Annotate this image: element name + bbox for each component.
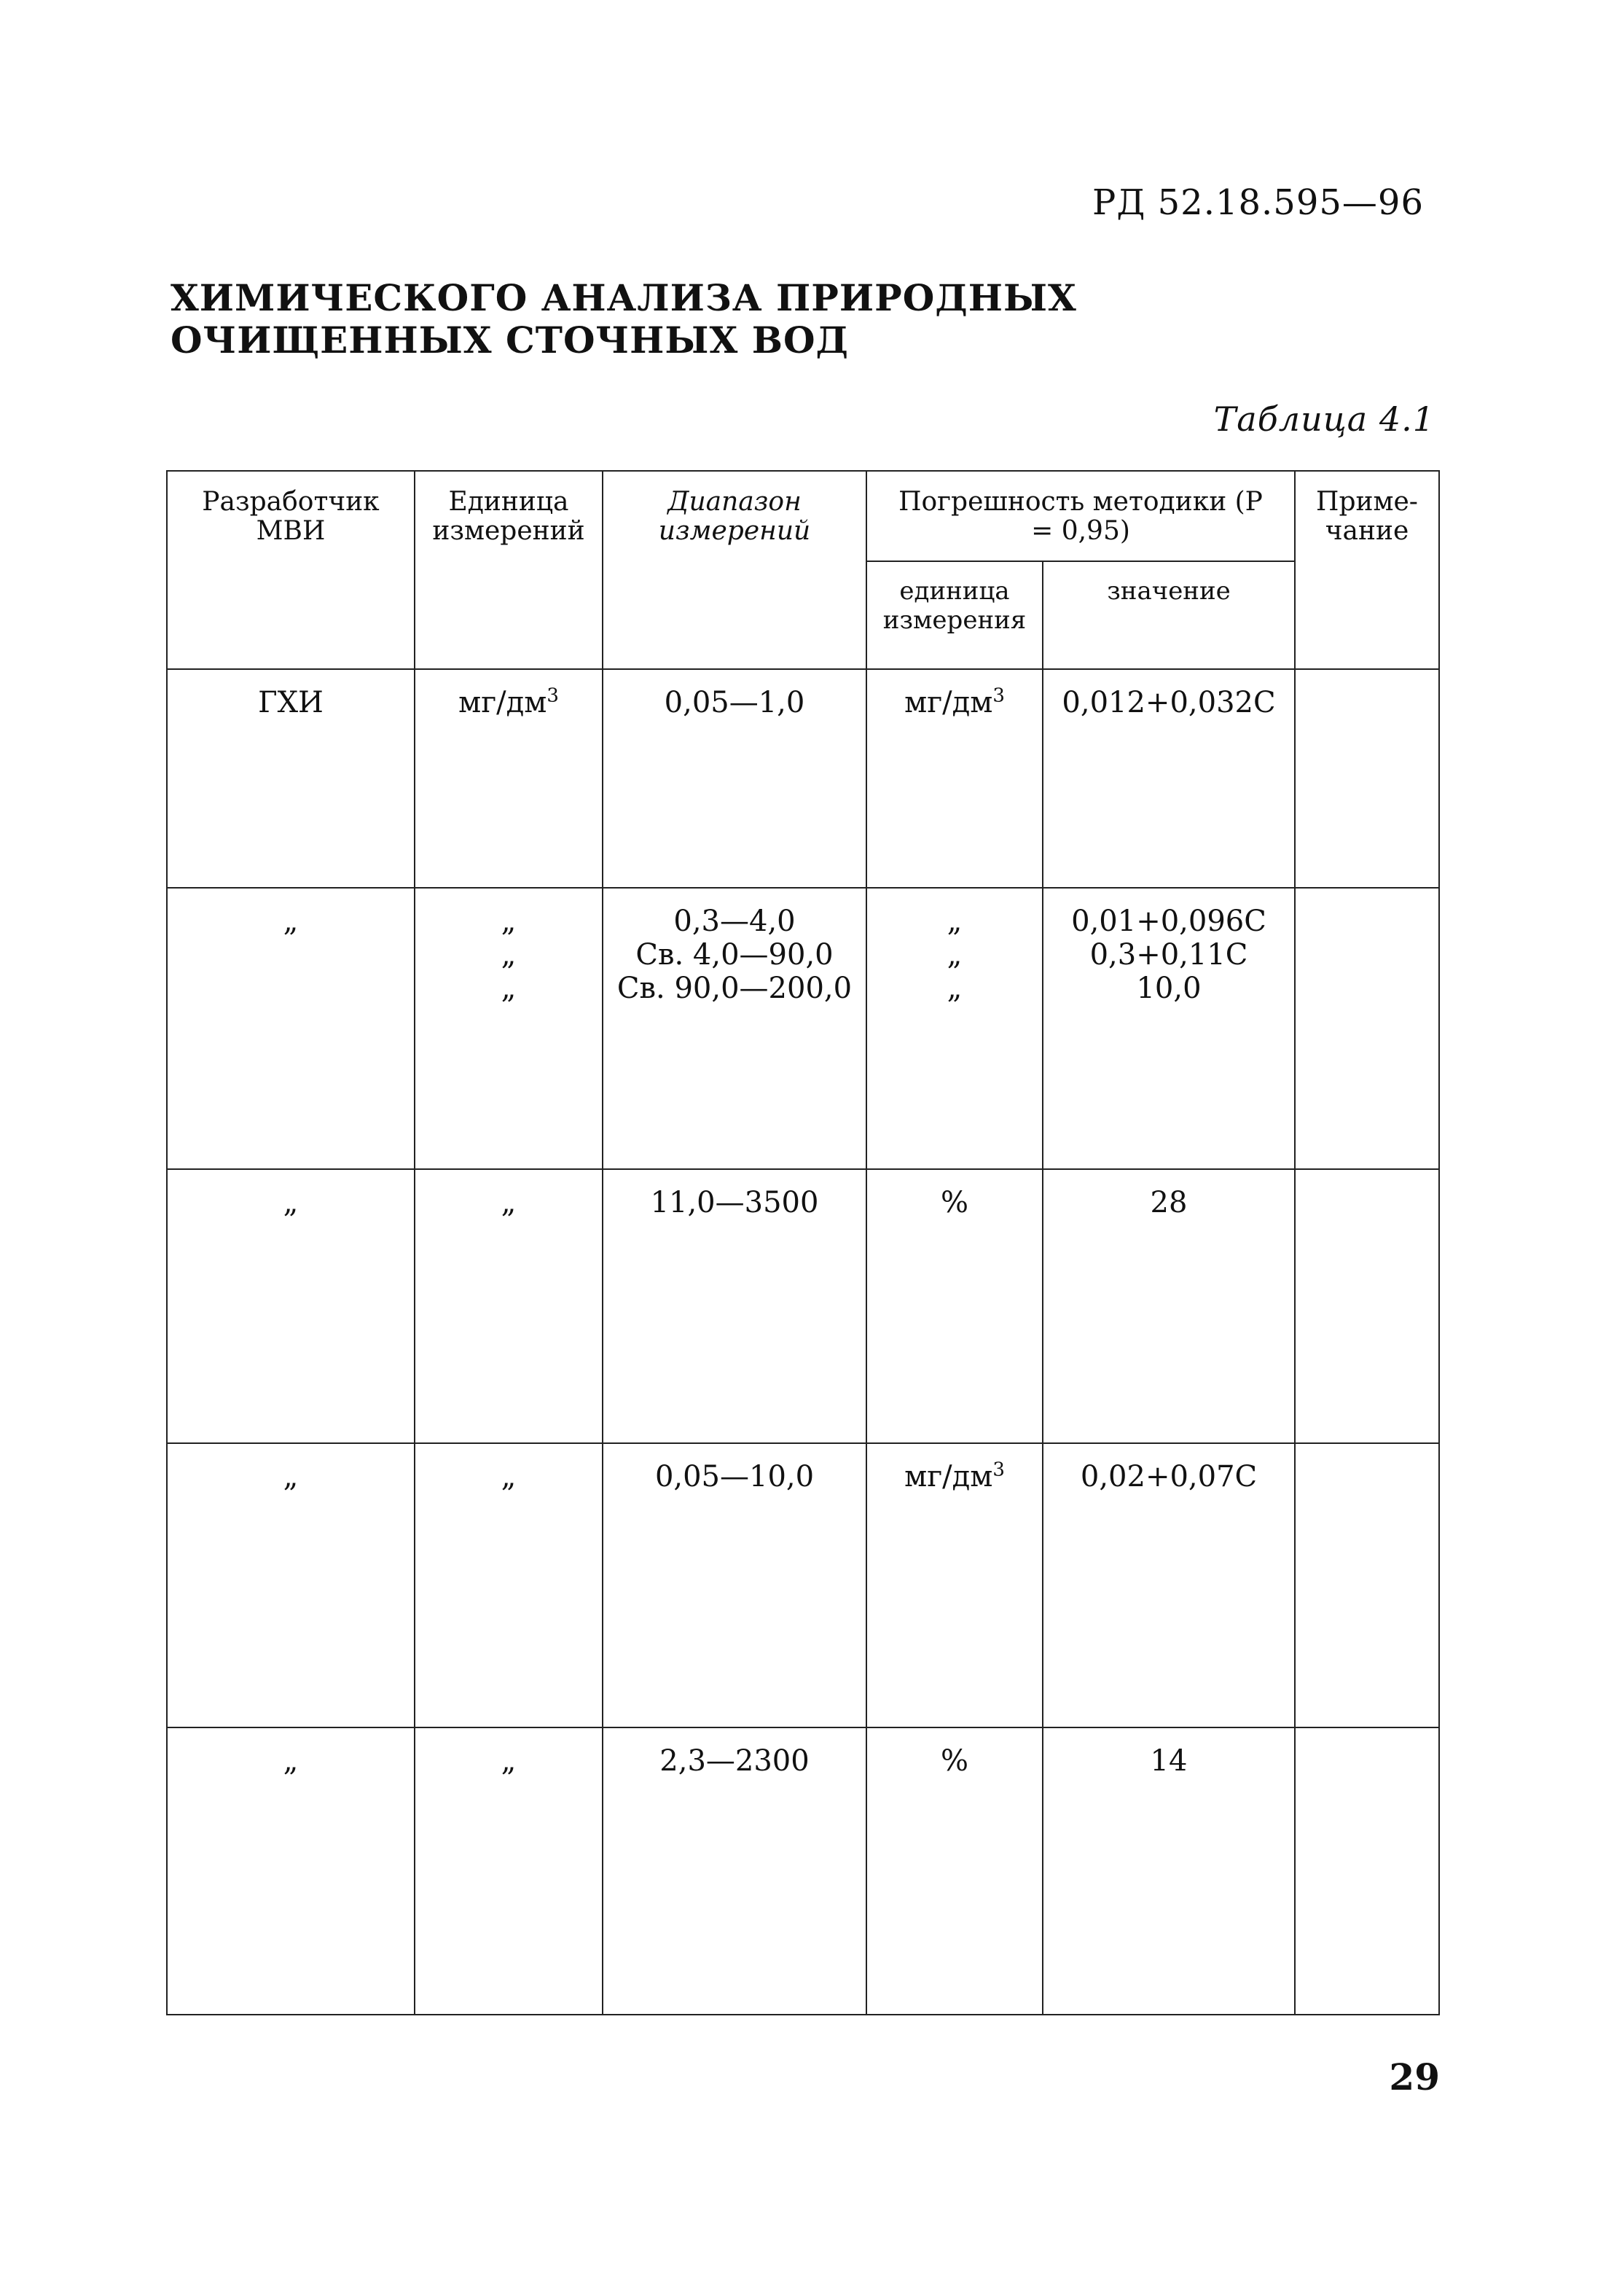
cell-error-value: 0,01+0,096C 0,3+0,11C 10,0: [1043, 888, 1295, 1169]
cell-note: [1295, 669, 1439, 888]
col-header-error-group: Погрешность методики (P = 0,95): [866, 471, 1295, 561]
cell-error-unit: „ „ „: [866, 888, 1043, 1169]
table-row: [167, 1727, 1439, 2015]
cell-range: 0,05—1,0: [603, 669, 866, 888]
table-caption: Таблица 4.1: [1213, 399, 1435, 439]
page-number: 29: [1389, 2055, 1440, 2098]
cell-error-value: 28: [1043, 1169, 1295, 1443]
cell-error-unit: $мг/дм^3$: [866, 669, 1043, 888]
document-code: РД 52.18.595—96: [1092, 182, 1424, 223]
title-line-1: ХИМИЧЕСКОГО АНАЛИЗА ПРИРОДНЫХ: [171, 276, 1077, 319]
col-header-error-value: значение: [1043, 561, 1295, 669]
cell-unit: „: [415, 1169, 603, 1443]
cell-range: 2,3—2300: [603, 1727, 866, 2015]
table-row: [167, 888, 1439, 1169]
cell-unit: „ „ „: [415, 888, 603, 1169]
col-header-developer: Разработчик МВИ: [167, 471, 415, 669]
cell-developer: ГХИ: [167, 669, 415, 888]
cell-error-value: 0,012+0,032C: [1043, 669, 1295, 888]
col-header-range: Диапазон измерений: [603, 471, 866, 669]
cell-note: [1295, 1443, 1439, 1727]
cell-range: 0,3—4,0 Св. 4,0—90,0 Св. 90,0—200,0: [603, 888, 866, 1169]
table-row: [167, 1443, 1439, 1727]
title-line-2: ОЧИЩЕННЫХ СТОЧНЫХ ВОД: [171, 319, 849, 362]
cell-developer: „: [167, 1727, 415, 2015]
cell-error-unit: $мг/дм^3$: [866, 1443, 1043, 1727]
table-row: [167, 669, 1439, 888]
cell-note: [1295, 1169, 1439, 1443]
cell-error-value: 0,02+0,07C: [1043, 1443, 1295, 1727]
cell-developer: „: [167, 1169, 415, 1443]
col-header-unit: Единица измерений: [415, 471, 603, 669]
cell-unit: $мг/дм^3$: [415, 669, 603, 888]
cell-error-value: 14: [1043, 1727, 1295, 2015]
col-header-note: Приме- чание: [1295, 471, 1439, 669]
cell-unit: „: [415, 1443, 603, 1727]
cell-range: 11,0—3500: [603, 1169, 866, 1443]
cell-developer: „: [167, 888, 415, 1169]
cell-note: [1295, 888, 1439, 1169]
cell-range: 0,05—10,0: [603, 1443, 866, 1727]
table-row: [167, 1169, 1439, 1443]
cell-error-unit: %: [866, 1169, 1043, 1443]
table-header-row: [167, 471, 1439, 561]
measurement-table-container: [166, 470, 1438, 2015]
cell-error-unit: %: [866, 1727, 1043, 2015]
document-title: [171, 277, 1077, 362]
cell-unit: „: [415, 1727, 603, 2015]
cell-developer: „: [167, 1443, 415, 1727]
cell-note: [1295, 1727, 1439, 2015]
col-header-error-unit: единица измерения: [866, 561, 1043, 669]
measurement-table: [166, 470, 1440, 2015]
